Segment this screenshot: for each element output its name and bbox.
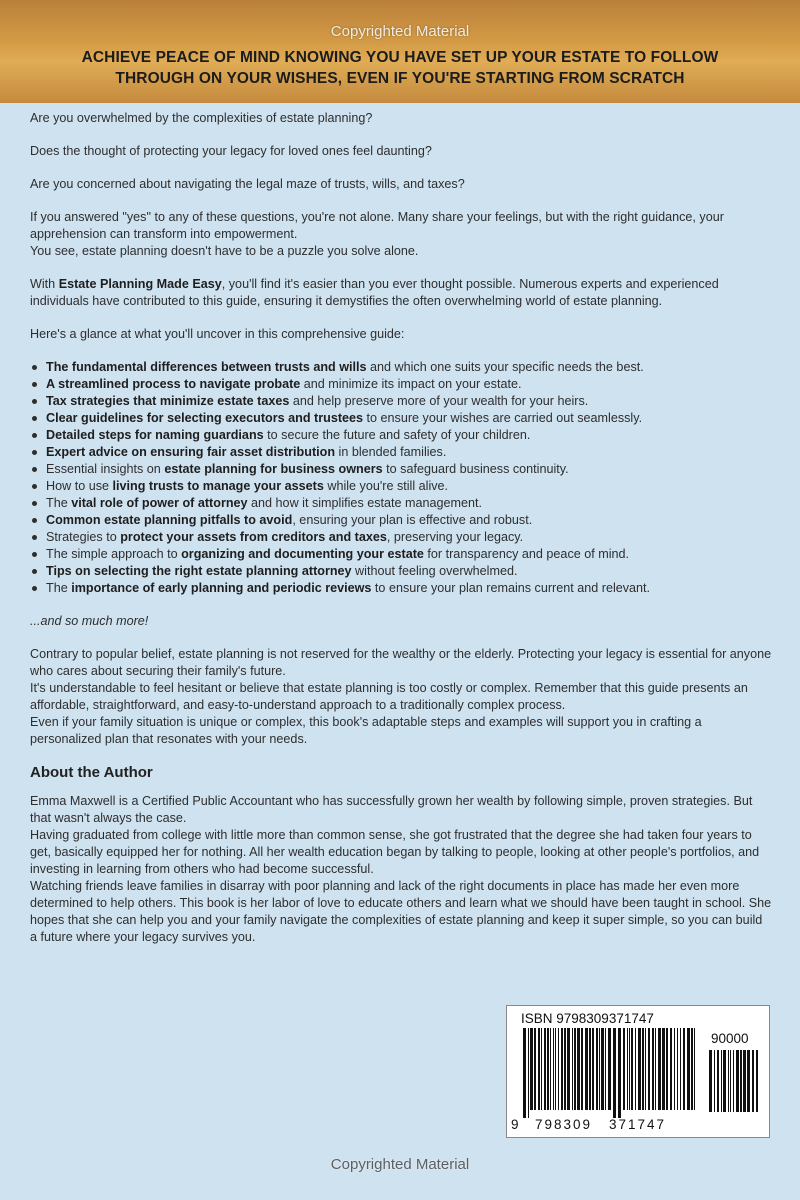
list-item: The importance of early planning and periodic reviews to ensure your plan remains current and relevant. <box>30 580 772 597</box>
barcode-bar <box>736 1050 739 1112</box>
barcode-bar <box>608 1028 611 1110</box>
barcode-bar <box>534 1028 536 1110</box>
and-more-line: ...and so much more! <box>30 614 149 628</box>
barcode-bar <box>730 1050 731 1112</box>
barcode-bar <box>567 1028 570 1110</box>
intro-question-1: Are you overwhelmed by the complexities of estate planning? <box>30 111 373 125</box>
barcode-bar <box>652 1028 654 1110</box>
price-code: 90000 <box>711 1031 749 1046</box>
intro-p3-pre: With <box>30 277 59 291</box>
barcode-bar <box>743 1050 746 1112</box>
barcode-bar <box>618 1028 621 1118</box>
barcode-bar <box>596 1028 598 1110</box>
barcode-bar <box>601 1028 604 1110</box>
barcode-bar <box>613 1028 616 1118</box>
back-cover-text <box>30 110 772 946</box>
barcode-bar <box>670 1028 672 1110</box>
about-paragraph-3: Watching friends leave families in disarray with poor planning and lack of the right documents in place has made her even more determined to help others. This book is her labor of love to educate others and learn what we should have been taught in school. She hopes that she can help you and your family navigate the complexities of estate planning and keep it super simple, so you can build a future where your legacy survives you. <box>30 879 772 944</box>
barcode-bar <box>631 1028 633 1110</box>
intro-paragraph-1: If you answered "yes" to any of these questions, you're not alone. Many share your feelings, but with the right guidance, your apprehension can transform into empowerment. <box>30 210 724 241</box>
barcode-bar <box>547 1028 549 1110</box>
barcode-bar <box>561 1028 563 1110</box>
book-title: Estate Planning Made Easy <box>58 277 222 291</box>
barcode-bar <box>728 1050 729 1112</box>
barcode-bar <box>674 1028 675 1110</box>
barcode-bar <box>541 1028 542 1110</box>
ean-barcode-bars <box>521 1028 697 1118</box>
about-author-heading: About the Author <box>30 764 153 781</box>
headline-line-2: THROUGH ON YOUR WISHES, EVEN IF YOU'RE STARTING FROM SCRATCH <box>115 70 685 87</box>
barcode-bar <box>677 1028 678 1110</box>
barcode-bar <box>638 1028 641 1110</box>
barcode-bar <box>572 1028 573 1110</box>
barcode-bar <box>666 1028 668 1110</box>
barcode-bar <box>714 1050 715 1112</box>
barcode-bar <box>655 1028 656 1110</box>
list-item: Detailed steps for naming guardians to secure the future and safety of your children. <box>30 427 772 444</box>
barcode-bar <box>709 1050 712 1112</box>
isbn-label: ISBN 9798309371747 <box>521 1011 654 1026</box>
barcode-bar <box>635 1028 636 1110</box>
list-item: Expert advice on ensuring fair asset distribution in blended families. <box>30 444 772 461</box>
price-addon-bars <box>707 1050 759 1120</box>
barcode-bar <box>581 1028 583 1110</box>
barcode-bar <box>558 1028 559 1110</box>
barcode-bar <box>747 1050 750 1112</box>
list-item: The fundamental differences between trusts and wills and which one suits your specific needs the best. <box>30 359 772 376</box>
intro-p3-post: , you'll find it's easier than you ever thought possible. Numerous experts and experienced individuals have contributed to this guide, ensuring it demystifies the often overwhelming world of estate planning. <box>30 277 719 308</box>
list-item: The vital role of power of attorney and how it simplifies estate management. <box>30 495 772 512</box>
barcode-bar <box>733 1050 734 1112</box>
barcode-bar <box>694 1028 695 1110</box>
barcode-bar <box>629 1028 630 1110</box>
barcode-bar <box>585 1028 588 1110</box>
barcode-bar <box>662 1028 665 1110</box>
barcode-bar <box>752 1050 754 1112</box>
list-item: Common estate planning pitfalls to avoid, ensuring your plan is effective and robust. <box>30 512 772 529</box>
barcode-bar <box>592 1028 594 1110</box>
barcode-bar <box>740 1050 742 1112</box>
list-item: The simple approach to organizing and documenting your estate for transparency and peace of mind. <box>30 546 772 563</box>
closing-paragraph-1: Contrary to popular belief, estate planning is not reserved for the wealthy or the elderly. Protecting your legacy is essential for anyone who cares about securing their family's future. <box>30 647 772 678</box>
list-item: Strategies to protect your assets from creditors and taxes, preserving your legacy. <box>30 529 772 546</box>
barcode-bar <box>658 1028 661 1110</box>
barcode-bar <box>721 1050 722 1112</box>
barcode-bar <box>528 1028 529 1118</box>
isbn-digit-first: 9 <box>511 1117 519 1132</box>
copyright-watermark-bottom: Copyrighted Material <box>330 1156 470 1173</box>
list-item: Essential insights on estate planning for business owners to safeguard business continuity. <box>30 461 772 478</box>
copyright-watermark-top: Copyrighted Material <box>330 23 470 40</box>
barcode-bar <box>683 1028 685 1110</box>
barcode-bar <box>623 1028 625 1110</box>
barcode-bar <box>642 1028 644 1110</box>
barcode-bar <box>680 1028 681 1110</box>
barcode-bar <box>538 1028 540 1110</box>
list-item: Clear guidelines for selecting executors and trustees to ensure your wishes are carried out seamlessly. <box>30 410 772 427</box>
barcode-bar <box>687 1028 690 1110</box>
isbn-digits-left: 798309 <box>535 1117 593 1132</box>
barcode-bar <box>574 1028 576 1110</box>
barcode-bar <box>555 1028 556 1110</box>
isbn-barcode <box>506 1005 770 1138</box>
barcode-bar <box>550 1028 551 1110</box>
barcode-bar <box>645 1028 646 1110</box>
barcode-bar <box>717 1050 719 1112</box>
barcode-bar <box>723 1050 726 1112</box>
closing-paragraph-2: It's understandable to feel hesitant or believe that estate planning is too costly or complex. Remember that this guide presents an affordable, straightforward, and easy-to-understand approach to a traditionally complex process. <box>30 681 748 712</box>
intro-paragraph-4: Here's a glance at what you'll uncover in this comprehensive guide: <box>30 327 405 341</box>
intro-question-3: Are you concerned about navigating the legal maze of trusts, wills, and taxes? <box>30 177 465 191</box>
closing-paragraph-3: Even if your family situation is unique or complex, this book's adaptable steps and examples will support you in crafting a personalized plan that resonates with your needs. <box>30 715 702 746</box>
barcode-bar <box>756 1050 758 1112</box>
barcode-bar <box>564 1028 566 1110</box>
intro-paragraph-3 <box>30 276 772 310</box>
headline-line-1: ACHIEVE PEACE OF MIND KNOWING YOU HAVE SET UP YOUR ESTATE TO FOLLOW <box>81 49 719 66</box>
barcode-bar <box>530 1028 533 1110</box>
list-item: Tax strategies that minimize estate taxes and help preserve more of your wealth for your heirs. <box>30 393 772 410</box>
barcode-bar <box>627 1028 628 1110</box>
barcode-bar <box>599 1028 600 1110</box>
headline-banner <box>0 0 800 103</box>
headline <box>0 47 800 89</box>
intro-paragraph-2: You see, estate planning doesn't have to be a puzzle you solve alone. <box>30 244 419 258</box>
barcode-bar <box>523 1028 526 1118</box>
feature-list <box>30 359 772 597</box>
isbn-digits-right: 371747 <box>609 1117 667 1132</box>
about-paragraph-1: Emma Maxwell is a Certified Public Accountant who has successfully grown her wealth by following simple, proven strategies. But that wasn't always the case. <box>30 794 753 825</box>
list-item: A streamlined process to navigate probate and minimize its impact on your estate. <box>30 376 772 393</box>
about-paragraph-2: Having graduated from college with little more than common sense, she got frustrated that the degree she had taken four years to get, basically equipped her for nothing. All her wealth education began by talking to people, looking at other people's portfolios, and investing in learning from others who had become successful. <box>30 828 760 876</box>
intro-question-2: Does the thought of protecting your legacy for loved ones feel daunting? <box>30 144 432 158</box>
barcode-bar <box>577 1028 580 1110</box>
list-item: How to use living trusts to manage your assets while you're still alive. <box>30 478 772 495</box>
barcode-bar <box>605 1028 606 1110</box>
barcode-bar <box>691 1028 693 1110</box>
barcode-bar <box>648 1028 650 1110</box>
barcode-bar <box>589 1028 591 1110</box>
barcode-bar <box>553 1028 554 1110</box>
barcode-bar <box>544 1028 546 1110</box>
list-item: Tips on selecting the right estate planning attorney without feeling overwhelmed. <box>30 563 772 580</box>
